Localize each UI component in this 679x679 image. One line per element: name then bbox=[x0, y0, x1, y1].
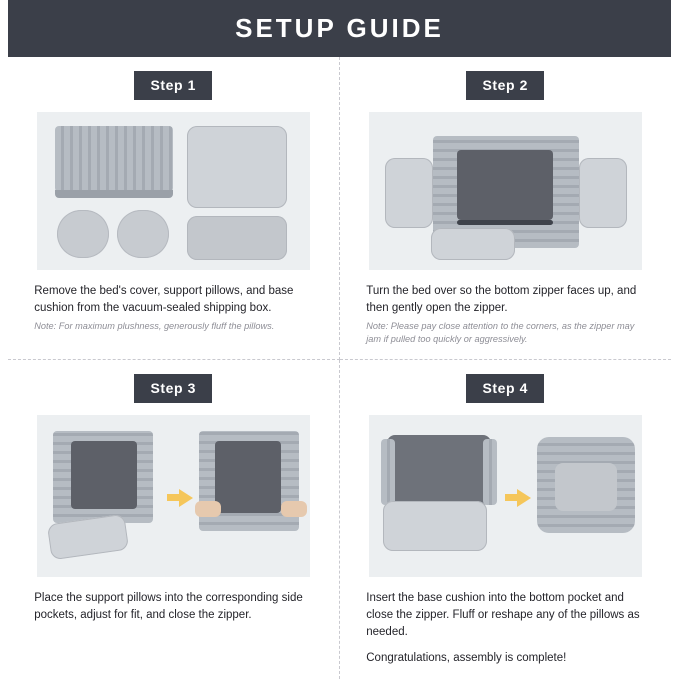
step-cell-1 bbox=[8, 57, 340, 360]
step-caption-1: Remove the bed's cover, support pillows, and base cushion from the vacuum-sealed shipping box. bbox=[34, 285, 294, 314]
process-arrow-1 bbox=[167, 489, 193, 507]
step-note-2: Note: Please pay close attention to the corners, as the zipper may jam if pulled too quickly or aggressively. bbox=[366, 321, 635, 345]
base-cushion bbox=[187, 216, 287, 260]
finished-bed-inner bbox=[555, 463, 617, 511]
zipper-line bbox=[457, 220, 553, 225]
step-badge-2: Step 2 bbox=[466, 71, 544, 100]
step-caption-3: Place the support pillows into the corresponding side pockets, adjust for fit, and close the zipper. bbox=[34, 592, 303, 621]
hand-right bbox=[281, 501, 307, 517]
process-arrow-2 bbox=[505, 489, 531, 507]
side-pillow-left bbox=[385, 158, 433, 228]
step-illustration-4 bbox=[369, 415, 642, 577]
step-caption-4-congrats: Congratulations, assembly is complete! bbox=[366, 652, 567, 665]
step-illustration-2 bbox=[369, 112, 642, 270]
support-bolster-2 bbox=[117, 210, 169, 258]
arrow-head-2 bbox=[517, 489, 531, 507]
side-pillow-bottom bbox=[431, 228, 515, 260]
cover-quilt bbox=[55, 126, 173, 192]
page-title: SETUP GUIDE bbox=[235, 13, 444, 43]
bottom-panel-open bbox=[457, 150, 553, 220]
sub-illustration-right-4 bbox=[531, 415, 642, 577]
step-caption-4: Insert the base cushion into the bottom pocket and close the zipper. Fluff or reshape any of the pillows as needed. bbox=[366, 592, 640, 638]
step-illustration-1 bbox=[37, 112, 310, 270]
bottom-pocket-left bbox=[71, 441, 137, 509]
base-cushion-inserting bbox=[383, 501, 487, 551]
support-pillow-large bbox=[187, 126, 287, 208]
step-badge-4: Step 4 bbox=[466, 374, 544, 403]
bed-shell-open bbox=[387, 435, 491, 505]
page-header bbox=[8, 0, 671, 57]
hand-left bbox=[195, 501, 221, 517]
step-caption-2: Turn the bed over so the bottom zipper faces up, and then gently open the zipper. bbox=[366, 285, 637, 314]
step-badge-1: Step 1 bbox=[134, 71, 212, 100]
bed-rim-left bbox=[381, 439, 395, 505]
step-note-1: Note: For maximum plushness, generously fluff the pillows. bbox=[34, 321, 275, 332]
bed-rim-right bbox=[483, 439, 497, 505]
sub-illustration-left bbox=[37, 415, 167, 577]
steps-grid bbox=[8, 57, 671, 679]
step-cell-2 bbox=[340, 57, 672, 360]
step-cell-4 bbox=[340, 360, 672, 679]
bottom-pocket-right bbox=[215, 441, 281, 513]
step-cell-3 bbox=[8, 360, 340, 679]
support-bolster-1 bbox=[57, 210, 109, 258]
sub-illustration-right bbox=[193, 415, 310, 577]
side-pillow-right bbox=[579, 158, 627, 228]
step-badge-3: Step 3 bbox=[134, 374, 212, 403]
sub-illustration-left-4 bbox=[369, 415, 503, 577]
step-illustration-3 bbox=[37, 415, 310, 577]
cover-quilt-edge bbox=[55, 190, 173, 198]
arrow-head bbox=[179, 489, 193, 507]
